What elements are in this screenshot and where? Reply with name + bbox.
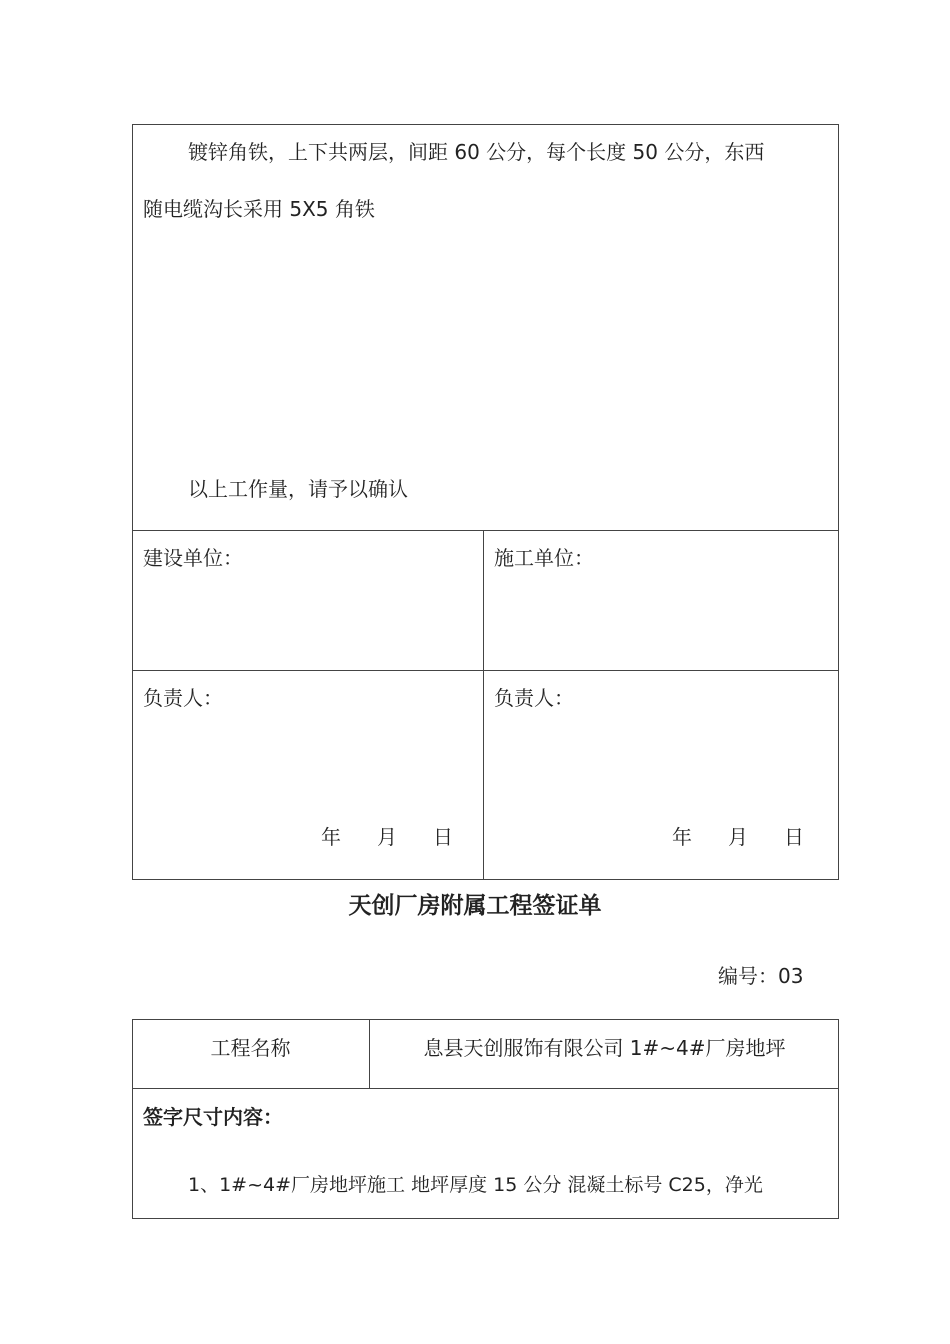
project-name-value: 息县天创服饰有限公司 1#~4#厂房地坪 [423,1036,786,1060]
form-content-line-1: 1、1#~4#厂房地坪施工 地坪厚度 15 公分 混凝土标号 C25，净光 [188,1174,763,1196]
contractor-date-month: 月 [728,825,748,849]
form-title: 天创厂房附属工程签证单 [348,893,602,919]
top-table [132,124,839,880]
owner-person-label: 负责人： [143,686,223,710]
form-table-row-divider [132,1088,839,1089]
owner-date-month: 月 [377,825,397,849]
content-heading: 签字尺寸内容： [143,1105,283,1129]
contractor-unit-label: 施工单位： [494,546,594,570]
form-number: 编号：03 [718,964,804,988]
top-table-divider-2 [132,670,839,671]
confirm-text: 以上工作量，请予以确认 [188,477,408,501]
owner-date-day: 日 [433,825,453,849]
owner-unit-label: 建设单位： [143,546,243,570]
top-table-column-divider [483,530,484,880]
contractor-person-label: 负责人： [494,686,574,710]
content-line-1: 镀锌角铁，上下共两层，间距 60 公分，每个长度 50 公分，东西 [188,140,765,164]
top-table-divider [132,530,839,531]
project-name-label: 工程名称 [210,1036,291,1060]
contractor-date-year: 年 [672,825,692,849]
content-line-2: 随电缆沟长采用 5X5 角铁 [143,197,375,221]
contractor-date-day: 日 [784,825,804,849]
owner-date-year: 年 [321,825,341,849]
